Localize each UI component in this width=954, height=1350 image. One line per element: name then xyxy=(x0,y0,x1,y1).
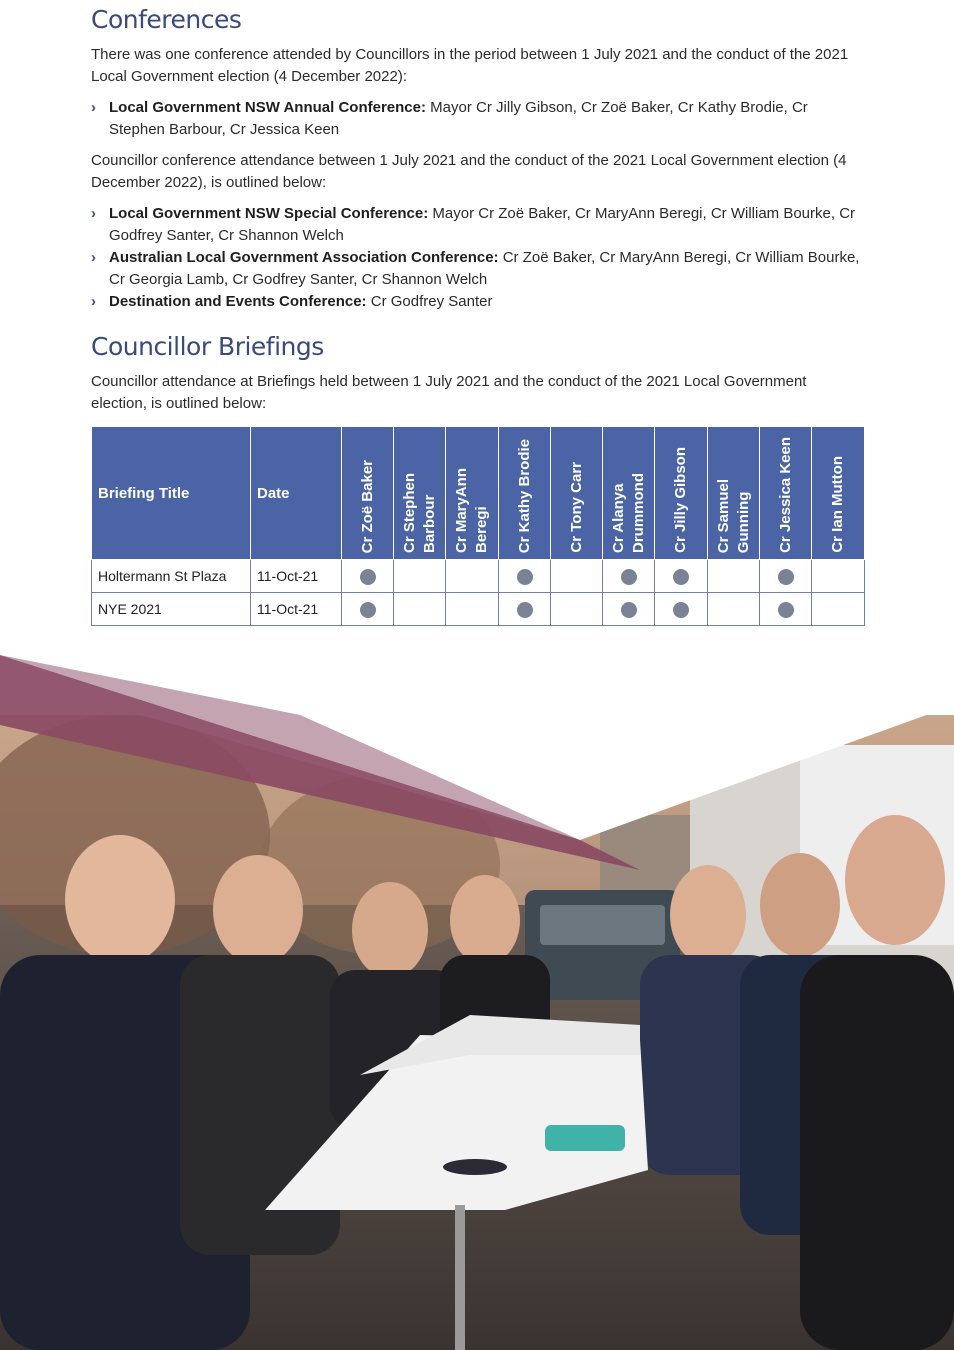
attended-dot xyxy=(517,569,533,585)
attended-dot xyxy=(517,602,533,618)
briefing-date-cell: 11-Oct-21 xyxy=(251,560,342,593)
col-header-councillor: Cr Jilly Gibson xyxy=(655,427,708,560)
conference-name: Australian Local Government Association Conference: xyxy=(109,249,499,266)
list-item xyxy=(91,291,863,313)
col-header-councillor: Cr Ian Mutton xyxy=(812,427,865,560)
conference-attendance-list xyxy=(91,203,863,313)
col-header-councillor: Cr Stephen Barbour xyxy=(394,427,446,560)
attended-dot xyxy=(621,602,637,618)
col-header-councillor: Cr Kathy Brodie xyxy=(499,427,551,560)
conferences-intro: There was one conference attended by Councillors in the period between 1 July 2021 and the conduct of the 2021 Local Government election (4 December 2022): xyxy=(91,46,849,85)
table-header-row xyxy=(92,427,865,560)
table-row xyxy=(92,560,865,593)
col-header-councillor: Cr Jessica Keen xyxy=(760,427,812,560)
conference-name: Local Government NSW Annual Conference: xyxy=(109,99,426,116)
attendance-cell xyxy=(394,593,446,626)
attended-dot xyxy=(360,602,376,618)
attendance-cell xyxy=(603,593,655,626)
attended-dot xyxy=(360,569,376,585)
attended-dot xyxy=(673,569,689,585)
conference-name: Local Government NSW Special Conference: xyxy=(109,205,429,222)
chevron-right-icon: › xyxy=(91,249,96,266)
attendance-cell xyxy=(760,560,812,593)
chevron-right-icon: › xyxy=(91,99,96,116)
attendance-cell xyxy=(342,560,394,593)
briefings-table xyxy=(91,426,865,626)
briefings-intro: Councillor attendance at Briefings held between 1 July 2021 and the conduct of the 2021 Local Government election, is outlined below: xyxy=(91,373,807,412)
briefing-title-cell: NYE 2021 xyxy=(92,593,251,626)
col-header-title: Briefing Title xyxy=(92,427,251,560)
annual-conference-list xyxy=(91,97,863,141)
attended-dot xyxy=(778,602,794,618)
attendance-cell xyxy=(394,560,446,593)
attendance-cell xyxy=(708,593,760,626)
attendance-cell xyxy=(655,593,708,626)
conference-name: Destination and Events Conference: xyxy=(109,293,367,310)
attendance-cell xyxy=(708,560,760,593)
attendance-cell xyxy=(446,560,499,593)
attendance-cell xyxy=(446,593,499,626)
conference-attendees: Mayor Cr Zoë Baker, Cr MaryAnn Beregi, Cr William Bourke, Cr Godfrey Santer, Cr Shannon Welch xyxy=(109,205,856,244)
conferences-intro-2: Councillor conference attendance between 1 July 2021 and the conduct of the 2021 Local Government election (4 December 2022), is outlined below: xyxy=(91,152,847,191)
chevron-right-icon: › xyxy=(91,293,96,310)
conferences-heading: Conferences xyxy=(91,5,242,34)
list-item xyxy=(91,247,863,291)
councillors-cafe-photo xyxy=(0,655,954,1350)
attendance-cell xyxy=(812,560,865,593)
attendance-cell xyxy=(551,560,603,593)
col-header-councillor: Cr Tony Carr xyxy=(551,427,603,560)
attended-dot xyxy=(673,602,689,618)
col-header-councillor: Cr MaryAnn Beregi xyxy=(446,427,499,560)
conference-attendees: Cr Godfrey Santer xyxy=(366,293,493,310)
col-header-councillor: Cr Alanya Drummond xyxy=(603,427,655,560)
conference-attendees: Mayor Cr Jilly Gibson, Cr Zoë Baker, Cr Kathy Brodie, Cr Stephen Barbour, Cr Jessica Keen xyxy=(109,99,808,138)
attended-dot xyxy=(778,569,794,585)
attendance-cell xyxy=(499,560,551,593)
list-item xyxy=(91,203,863,247)
attendance-cell xyxy=(603,560,655,593)
briefing-date-cell: 11-Oct-21 xyxy=(251,593,342,626)
col-header-councillor: Cr Samuel Gunning xyxy=(708,427,760,560)
attendance-cell xyxy=(812,593,865,626)
briefings-heading: Councillor Briefings xyxy=(91,332,324,361)
attended-dot xyxy=(621,569,637,585)
list-item xyxy=(91,97,863,141)
attendance-cell xyxy=(760,593,812,626)
conference-attendees: Cr Zoë Baker, Cr MaryAnn Beregi, Cr William Bourke, Cr Georgia Lamb, Cr Godfrey Santer, Cr Shannon Welch xyxy=(109,249,860,288)
attendance-cell xyxy=(551,593,603,626)
attendance-cell xyxy=(342,593,394,626)
col-header-councillor: Cr Zoë Baker xyxy=(342,427,394,560)
col-header-date: Date xyxy=(251,427,342,560)
chevron-right-icon: › xyxy=(91,205,96,222)
attendance-cell xyxy=(655,560,708,593)
attendance-cell xyxy=(499,593,551,626)
table-row xyxy=(92,593,865,626)
briefing-title-cell: Holtermann St Plaza xyxy=(92,560,251,593)
